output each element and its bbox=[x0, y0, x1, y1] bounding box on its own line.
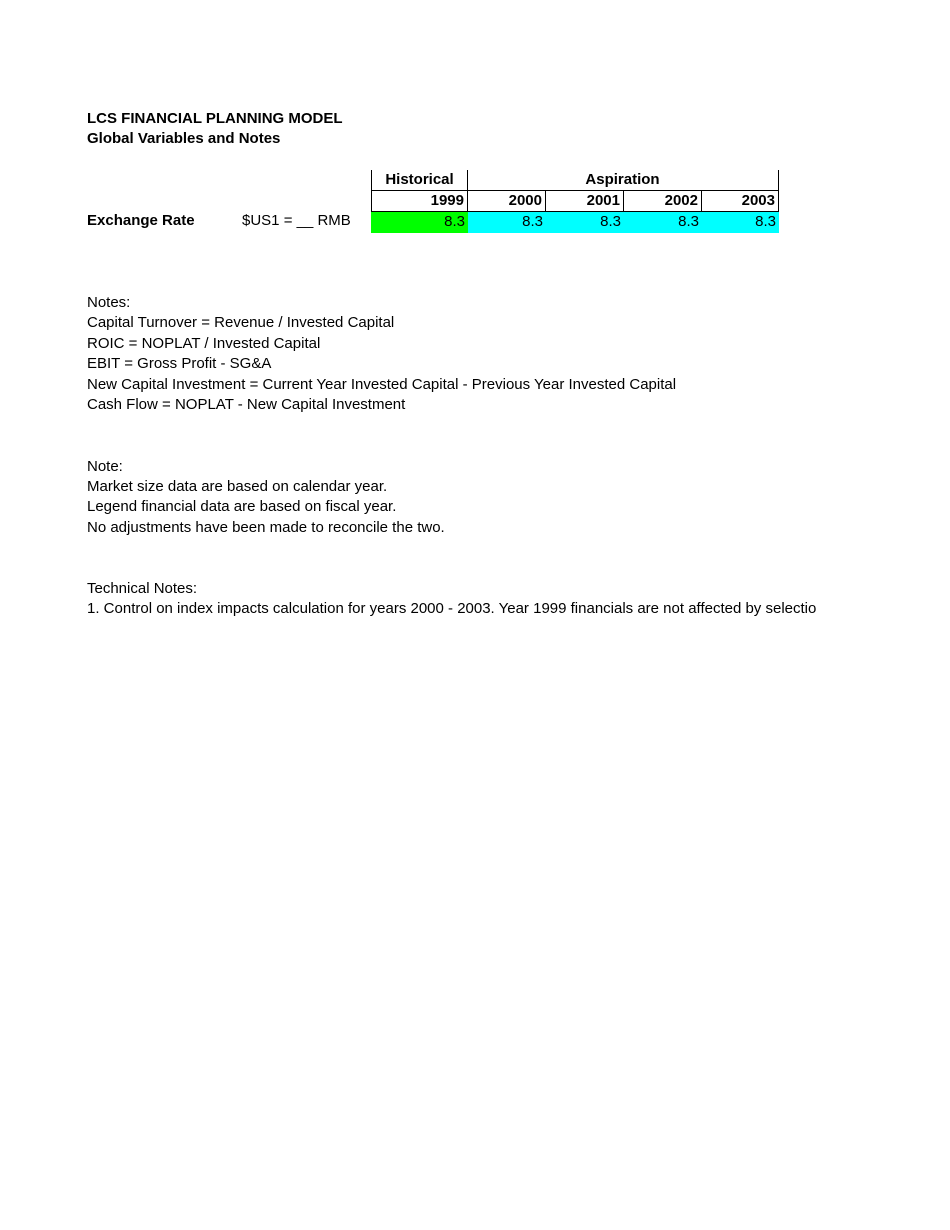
page-subtitle: Global Variables and Notes bbox=[87, 130, 281, 147]
rate-2001-cell[interactable]: 8.3 bbox=[546, 212, 624, 233]
year-2002: 2002 bbox=[624, 191, 702, 212]
note-line: No adjustments have been made to reconcile the two. bbox=[87, 519, 445, 536]
year-1999: 1999 bbox=[371, 191, 468, 212]
exchange-rate-table bbox=[371, 170, 779, 233]
page-title: LCS FINANCIAL PLANNING MODEL bbox=[87, 110, 343, 127]
note-line: New Capital Investment = Current Year Invested Capital - Previous Year Invested Capital bbox=[87, 376, 677, 393]
rate-2003-cell[interactable]: 8.3 bbox=[702, 212, 779, 233]
exchange-rate-unit: $US1 = __ RMB bbox=[242, 212, 351, 229]
rate-2002-cell[interactable]: 8.3 bbox=[624, 212, 702, 233]
notes-heading: Notes: bbox=[87, 294, 131, 311]
technical-notes-heading: Technical Notes: bbox=[87, 580, 198, 597]
note-line: Cash Flow = NOPLAT - New Capital Investment bbox=[87, 396, 406, 413]
note-line: EBIT = Gross Profit - SG&A bbox=[87, 355, 272, 372]
note-line: Market size data are based on calendar year. bbox=[87, 478, 388, 495]
year-2000: 2000 bbox=[468, 191, 546, 212]
year-2003: 2003 bbox=[702, 191, 779, 212]
exchange-rate-label: Exchange Rate bbox=[87, 212, 195, 229]
header-aspiration: Aspiration bbox=[467, 170, 779, 191]
note-line: Legend financial data are based on fiscal year. bbox=[87, 498, 397, 515]
note-line: Capital Turnover = Revenue / Invested Capital bbox=[87, 314, 395, 331]
note-heading: Note: bbox=[87, 458, 123, 475]
rate-2000-cell[interactable]: 8.3 bbox=[468, 212, 546, 233]
technical-note-line: 1. Control on index impacts calculation for years 2000 - 2003. Year 1999 financials are not affected by selectio bbox=[87, 600, 817, 617]
header-historical: Historical bbox=[371, 170, 468, 191]
note-line: ROIC = NOPLAT / Invested Capital bbox=[87, 335, 321, 352]
year-2001: 2001 bbox=[546, 191, 624, 212]
rate-1999-cell[interactable]: 8.3 bbox=[371, 212, 468, 233]
